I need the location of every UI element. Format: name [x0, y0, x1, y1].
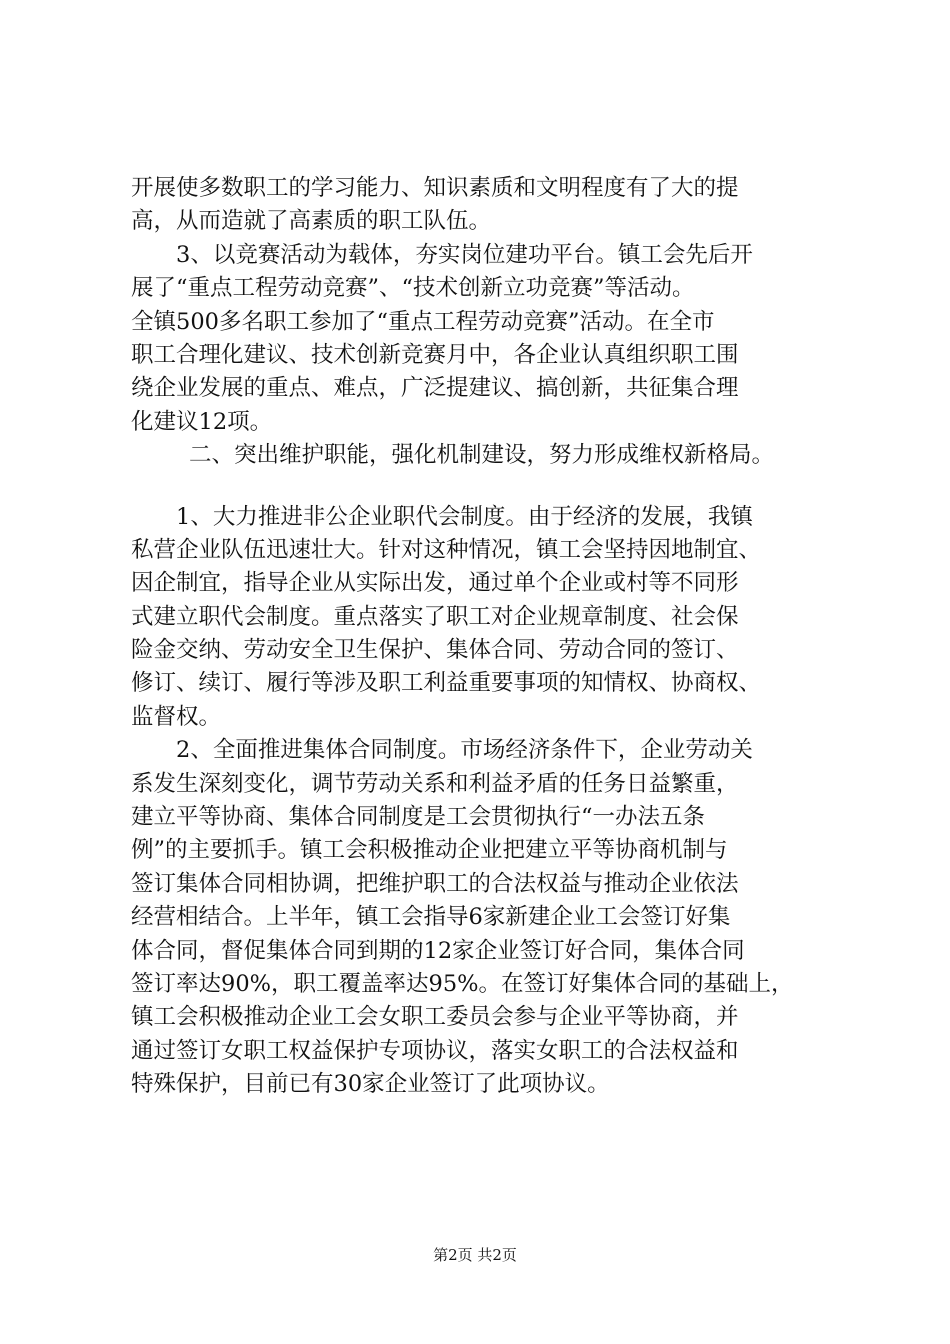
text-line: 险金交纳、劳动安全卫生保护、集体合同、劳动合同的签订、 [131, 637, 739, 664]
text-line: 经营相结合。上半年，镇工会指导6家新建企业工会签订好集 [131, 904, 731, 931]
section-heading [131, 439, 831, 472]
text-line: 通过签订女职工权益保护专项协议，落实女职工的合法权益和 [131, 1037, 739, 1064]
text-line: 系发生深刻变化，调节劳动关系和利益矛盾的任务日益繁重， [131, 770, 739, 797]
text-line: 签订集体合同相协调，把维护职工的合法权益与推动企业依法 [131, 870, 739, 897]
text-line: 化建议12项。 [131, 408, 273, 435]
heading-text: 二、突出维护职能，强化机制建设，努力形成维权新格局。 [189, 442, 775, 469]
paragraph [131, 172, 831, 239]
text-line: 开展使多数职工的学习能力、知识素质和文明程度有了大的提 [131, 175, 739, 201]
text-line: 展了“重点工程劳动竞赛”、“技术创新立功竞赛”等活动。 [131, 275, 695, 302]
paragraph [131, 239, 831, 439]
text-line: 签订率达90%，职工覆盖率达95%。在签订好集体合同的基础上， [131, 970, 794, 997]
text-line: 私营企业队伍迅速壮大。针对这种情况，镇工会坚持因地制宜、 [131, 536, 762, 563]
text-line: 建立平等协商、集体合同制度是工会贯彻执行“一办法五条 [131, 804, 706, 831]
text-line: 例”的主要抓手。镇工会积极推动企业把建立平等协商机制与 [131, 837, 728, 864]
text-line: 式建立职代会制度。重点落实了职工对企业规章制度、社会保 [131, 603, 739, 630]
text-line: 1、大力推进非公企业职代会制度。由于经济的发展，我镇 [176, 503, 753, 530]
text-line: 2、全面推进集体合同制度。市场经济条件下，企业劳动关 [176, 737, 753, 764]
text-line: 体合同，督促集体合同到期的12家企业签订好合同，集体合同 [131, 937, 745, 964]
text-line: 3、以竞赛活动为载体，夯实岗位建功平台。镇工会先后开 [176, 241, 753, 268]
text-line: 因企制宜，指导企业从实际出发，通过单个企业或村等不同形 [131, 570, 739, 597]
text-line: 绕企业发展的重点、难点，广泛提建议、搞创新，共征集合理 [131, 375, 739, 402]
text-line: 特殊保护，目前已有30家企业签订了此项协议。 [131, 1071, 610, 1098]
text-line: 监督权。 [131, 703, 222, 730]
page-footer [0, 1245, 950, 1265]
page-number-label: 第2页 共2页 [433, 1246, 517, 1264]
text-line: 镇工会积极推动企业工会女职工委员会参与企业平等协商，并 [131, 1004, 739, 1031]
paragraph [131, 734, 831, 1101]
text-line: 职工合理化建议、技术创新竞赛月中，各企业认真组织职工围 [131, 341, 739, 368]
text-line: 修订、续订、履行等涉及职工利益重要事项的知情权、协商权、 [131, 670, 762, 697]
paragraph [131, 501, 831, 735]
document-body [131, 172, 831, 1102]
text-line: 高，从而造就了高素质的职工队伍。 [131, 208, 492, 235]
spacer [131, 473, 831, 501]
text-line: 全镇500多名职工参加了“重点工程劳动竞赛”活动。在全市 [131, 308, 715, 335]
